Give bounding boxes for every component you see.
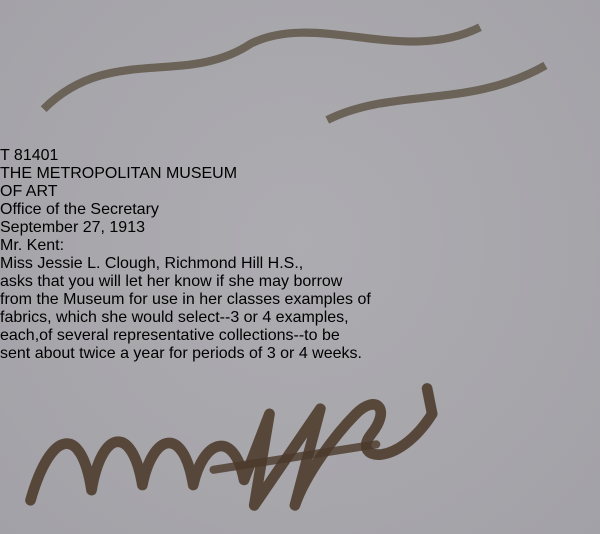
salutation: Mr. Kent: — [0, 236, 65, 254]
body-line: Miss Jessie L. Clough, Richmond Hill H.S., — [0, 254, 304, 272]
faint-pencil-marks — [0, 0, 600, 142]
body-line: from the Museum for use in her classes examples of — [0, 290, 371, 308]
letterhead-line2: OF ART — [0, 182, 58, 200]
signature-scrawl — [0, 363, 600, 534]
body-line: sent about twice a year for periods of 3 or 4 weeks. — [0, 344, 362, 362]
body-line: each,of several representative collections--to be — [0, 326, 340, 344]
letterhead — [0, 165, 600, 201]
letter-body — [0, 255, 600, 363]
date-line: September 27, 1913 — [0, 218, 145, 236]
letterhead-line1: THE METROPOLITAN MUSEUM — [0, 164, 238, 182]
body-line: asks that you will let her know if she may borrow — [0, 272, 343, 290]
scan-edge-strip-left — [0, 0, 3, 534]
body-line: fabrics, which she would select--3 or 4 examples, — [0, 308, 349, 326]
accession-stamp-number: T 81401 — [0, 146, 59, 164]
office-of-secretary-line: Office of the Secretary — [0, 200, 159, 218]
